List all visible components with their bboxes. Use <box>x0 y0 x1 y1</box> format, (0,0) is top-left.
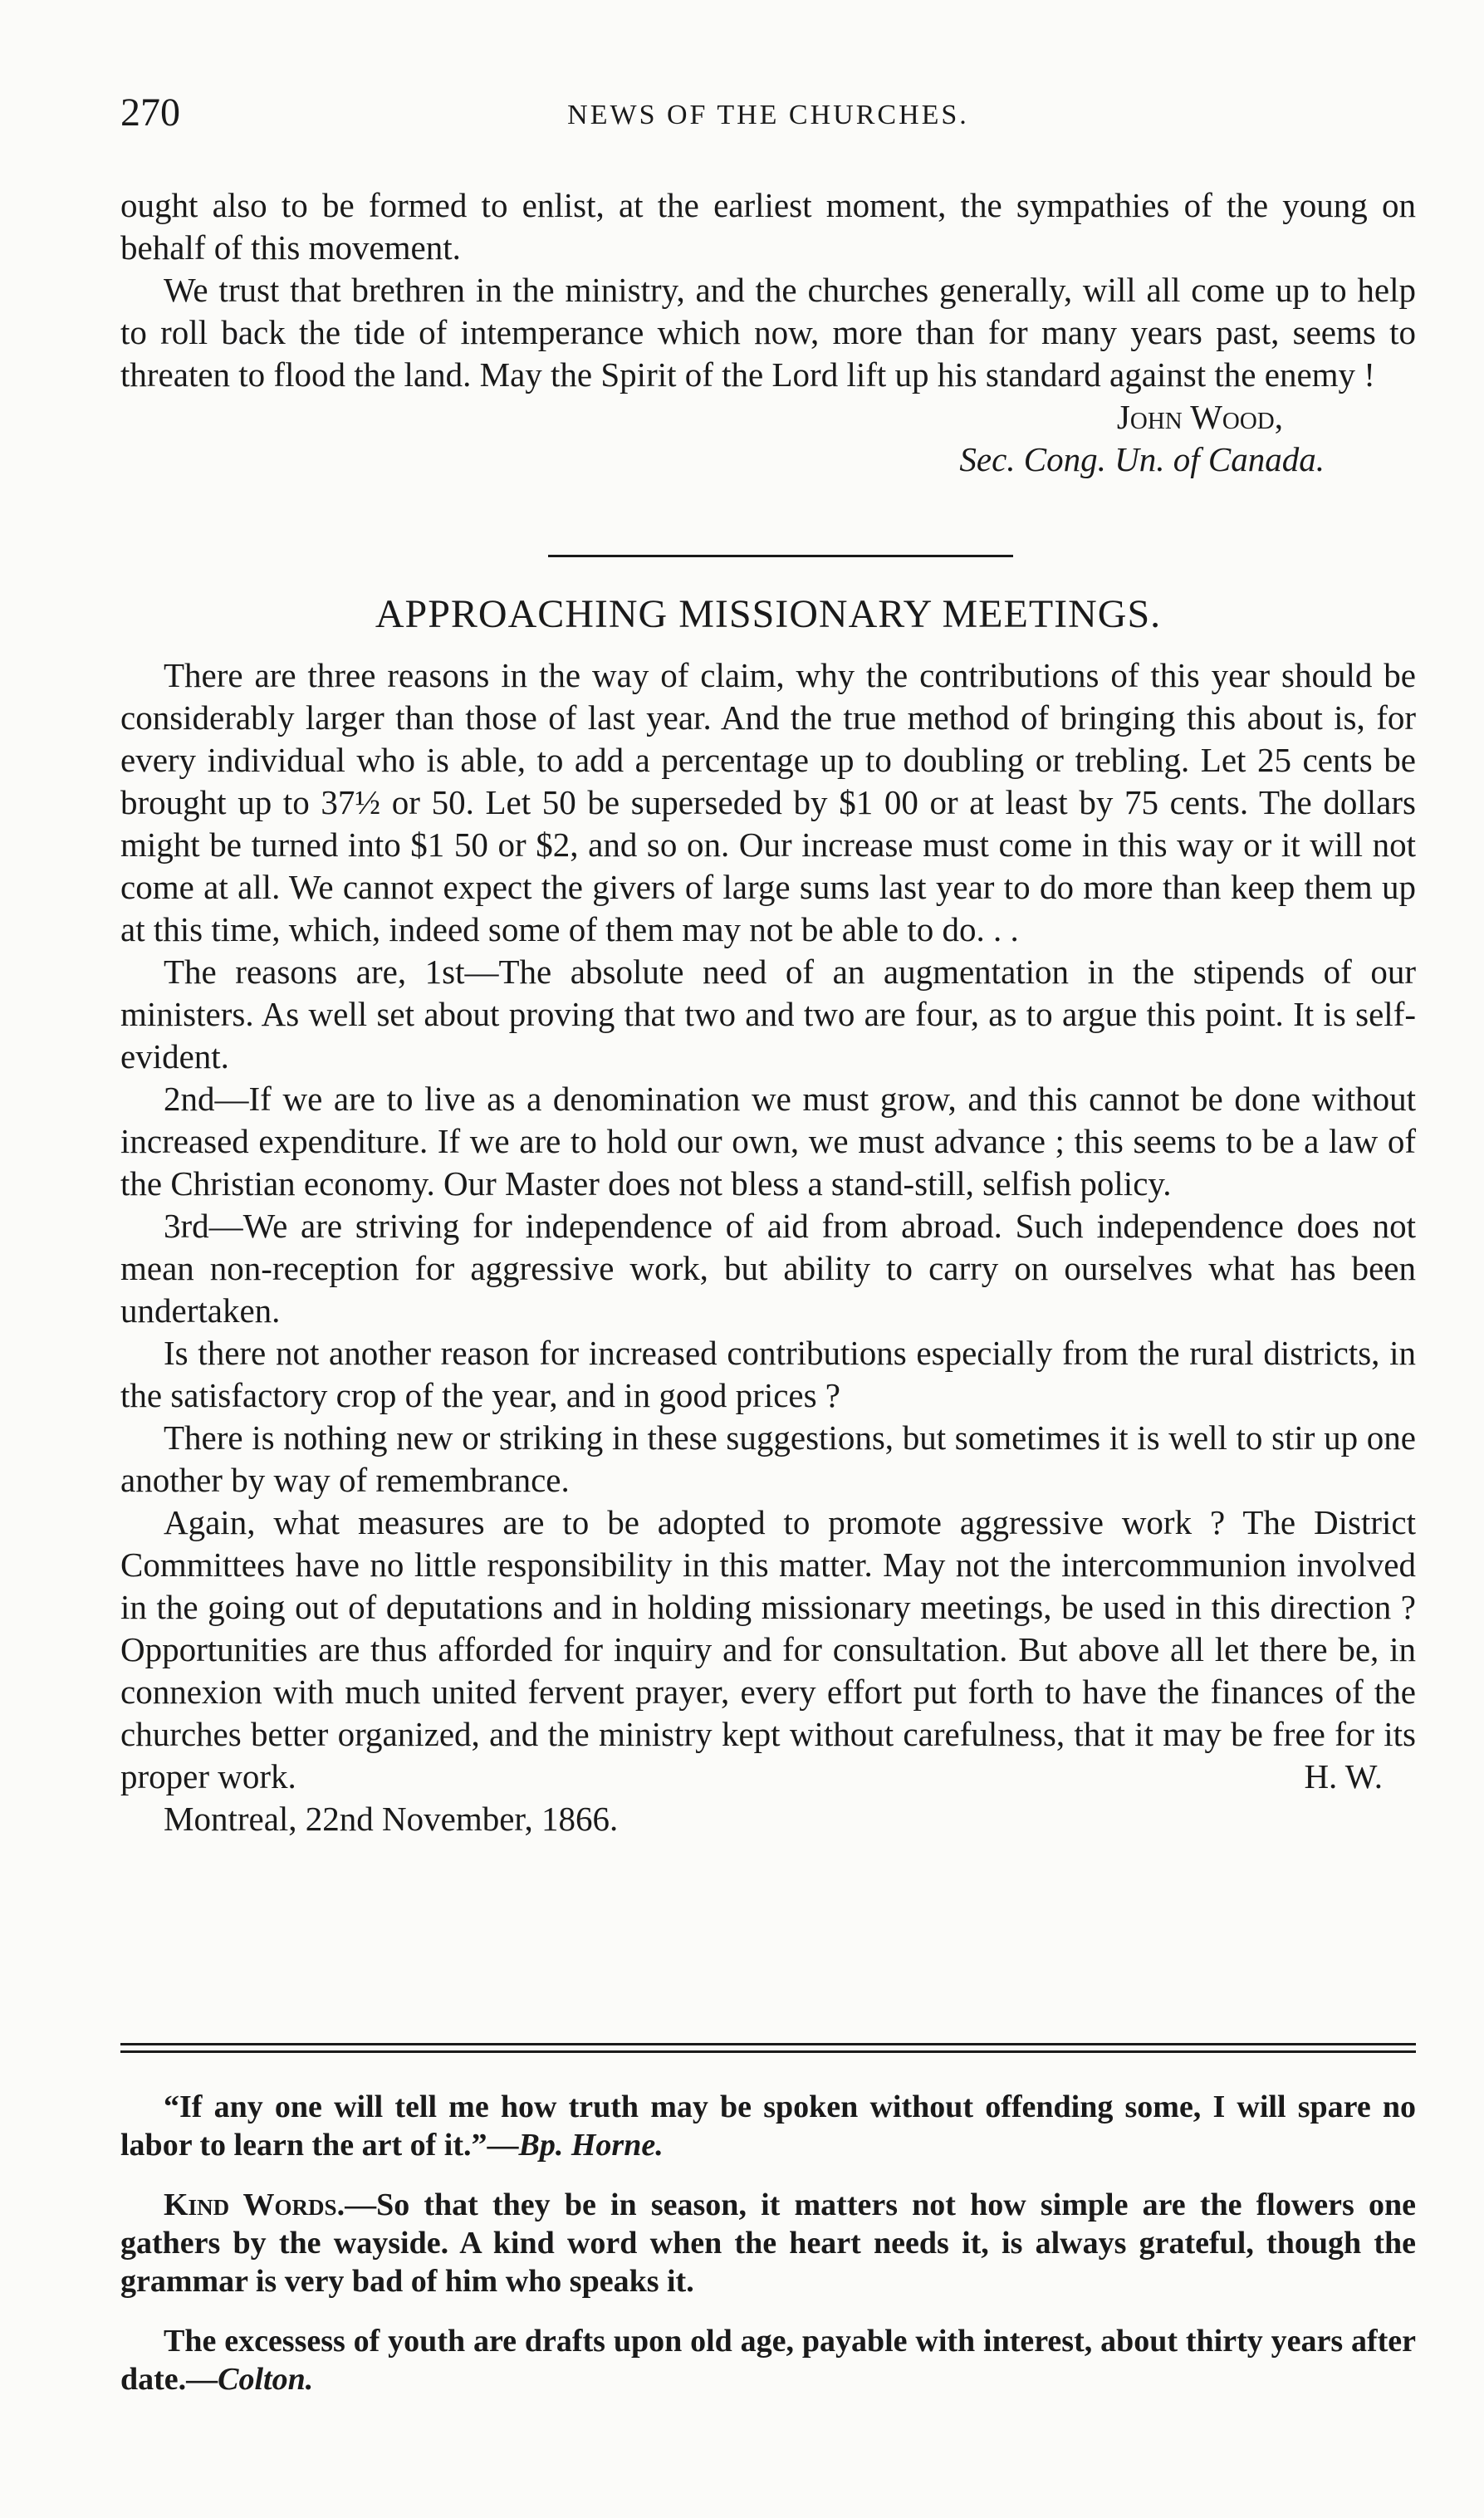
article-paragraph-6: There is nothing new or striking in these suggestions, but sometimes it is well to stir up one another by way of remembrance. <box>120 1418 1416 1499</box>
article-paragraph-4: 3rd—We are striving for independence of aid from abroad. Such independence does not mean non-reception for aggressive work, but ability to carry on ourselves what has been undertaken. <box>120 1207 1416 1330</box>
article-paragraph-7-text: Again, what measures are to be adopted to promote aggressive work ? The District Committees have no little responsibility in this matter. May not the intercommunion involved in the going out of deputations and in holding missionary meetings, be used in this direction ? Opportunities are thus afforded for inquiry and for consultation. But above all let there be, in connexion with much united fervent prayer, every effort put forth to have the finances of the churches better organized, and the ministry kept without carefulness, that it may be free for its proper work. <box>120 1503 1416 1795</box>
excesses-text: The excessess of youth are drafts upon old age, payable with interest, about thirty years after date.— <box>120 2324 1416 2397</box>
author-initials: H. W. <box>1304 1757 1383 1795</box>
signature-name <box>120 396 1416 438</box>
article-paragraph-3: 2nd—If we are to live as a denomination we must grow, and this cannot be done without increased expenditure. If we are to hold our own, we must advance ; this seems to be a law of the Christian economy. Our Master does not bless a stand-still, selfish policy. <box>120 1080 1416 1203</box>
kind-words-text: —So that they be in season, it matters not how simple are the flowers one gathers by the wayside. A kind word when the heart needs it, is always grateful, though the grammar is very bad of him who speaks it. <box>120 2187 1417 2299</box>
article-heading: APPROACHING MISSIONARY MEETINGS. <box>375 592 1162 636</box>
article-paragraph-2: The reasons are, 1st—The absolute need of an augmentation in the stipends of our ministers. As well set about proving that two and two are four, as to argue this point. It is self-evident. <box>120 953 1416 1075</box>
signature-name-text: John Wood, <box>1116 398 1283 436</box>
article-paragraph-7 <box>120 1501 1416 1798</box>
excesses-snippet <box>120 2322 1416 2398</box>
double-rule-divider <box>120 2043 1416 2053</box>
excesses-attribution: Colton. <box>218 2362 314 2397</box>
page-header <box>120 90 1416 140</box>
article-paragraph-1: There are three reasons in the way of claim, why the contributions of this year should be considerably larger than those of last year. And the true method of bringing this about is, for every individual who is able, to add a percentage up to doubling or trebling. Let 25 cents be brought up to 37½ or 50. Let 50 be superseded by $1 00 or at least by 75 cents. The dollars might be turned into $1 50 or $2, and so on. Our increase must come in this way or it will not come at all. We cannot expect the givers of large sums last year to do more than keep them up at this time, which, indeed some of them may not be able to do. . . <box>120 656 1416 948</box>
section-divider <box>548 555 1013 557</box>
intro-section <box>120 184 1416 481</box>
snippet-spacer <box>120 2164 1416 2186</box>
quote-snippet <box>120 2088 1416 2164</box>
article-body <box>120 654 1416 1840</box>
intro-paragraph-1: ought also to be formed to enlist, at the earliest moment, the sympathies of the young on behalf of this movement. <box>120 186 1416 267</box>
quote-text: “If any one will tell me how truth may be spoken without offending some, I will spare no labor to learn the art of it.”— <box>120 2089 1416 2163</box>
snippets-section <box>120 2088 1416 2398</box>
dateline: Montreal, 22nd November, 1866. <box>164 1800 619 1838</box>
kind-words-snippet <box>120 2186 1416 2300</box>
page-number: 270 <box>120 91 180 135</box>
kind-words-title: Kind Words. <box>164 2187 345 2222</box>
quote-attribution: Bp. Horne. <box>518 2128 664 2163</box>
intro-paragraph-2: We trust that brethren in the ministry, and the churches generally, will all come up to help to roll back the tide of intemperance which now, more than for many years past, seems to threaten to flood the land. May the Spirit of the Lord lift up his standard against the enemy ! <box>120 271 1416 394</box>
snippet-spacer <box>120 2300 1416 2322</box>
signature-role: Sec. Cong. Un. of Canada. <box>959 440 1325 478</box>
running-title: NEWS OF THE CHURCHES. <box>567 100 969 130</box>
article-paragraph-5: Is there not another reason for increased contributions especially from the rural districts, in the satisfactory crop of the year, and in good prices ? <box>120 1334 1416 1414</box>
